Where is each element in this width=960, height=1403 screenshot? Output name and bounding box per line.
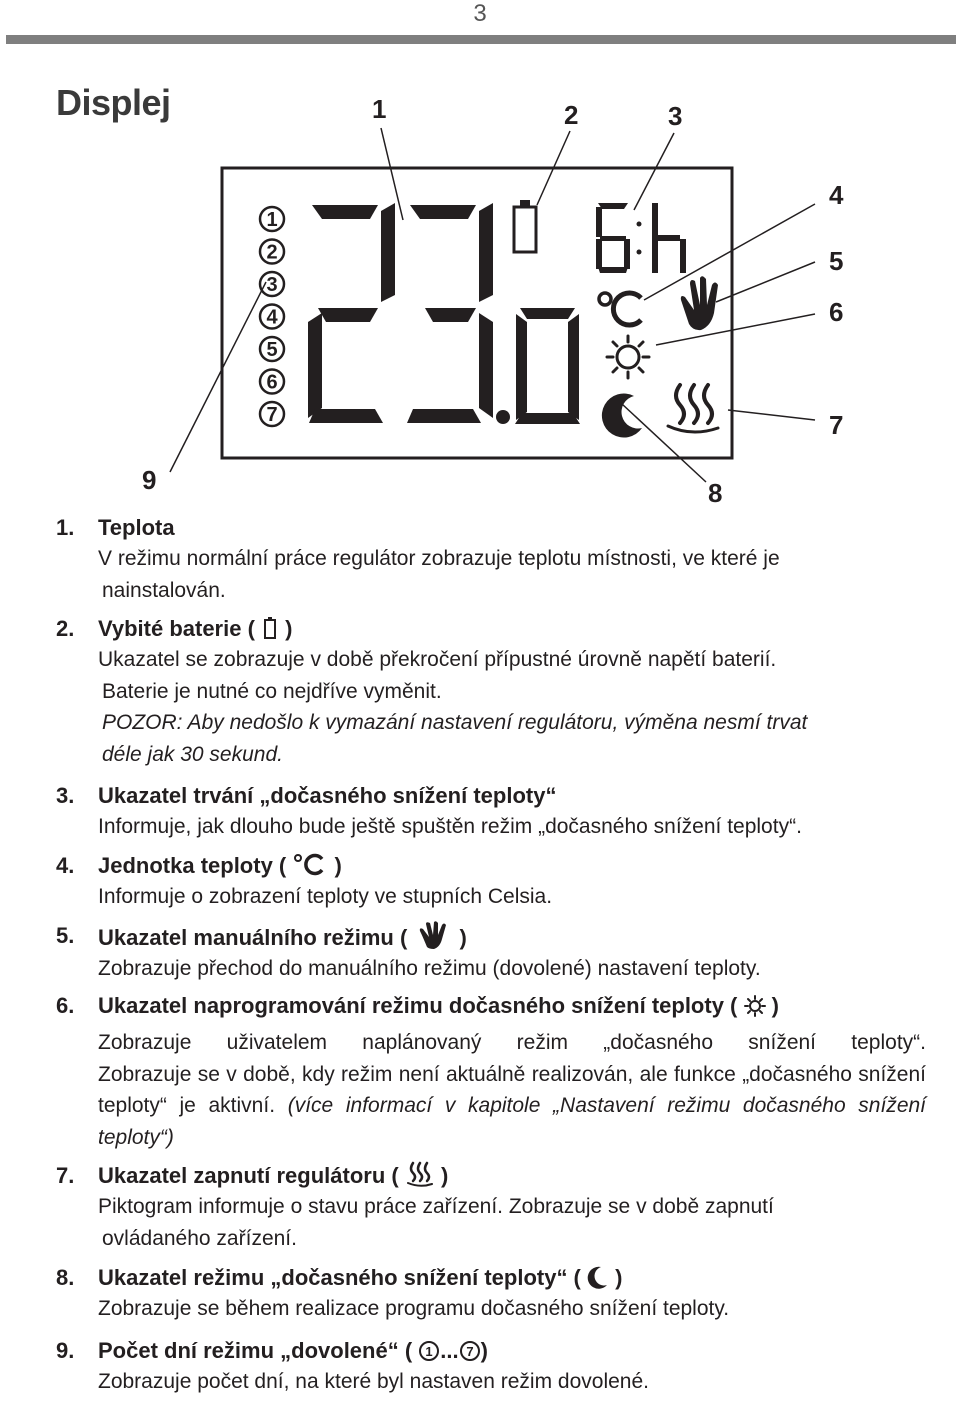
day-indicators	[260, 207, 284, 426]
callout-8: 8	[708, 478, 723, 508]
hand-icon	[681, 276, 718, 330]
timer-display	[596, 203, 686, 273]
celsius-icon	[599, 293, 641, 325]
list-item-1: 1. Teplota V režimu normální práce regulátor zobrazuje teplotu místnosti, ve které je nainstalován.	[56, 515, 780, 602]
svg-text:7: 7	[466, 1344, 474, 1359]
heating-icon	[405, 1161, 435, 1187]
hand-icon	[413, 921, 453, 949]
moon-icon	[587, 1265, 609, 1289]
lcd-display-diagram	[0, 0, 960, 510]
day-indicator-label: 4	[266, 306, 278, 329]
callout-4: 4	[829, 180, 844, 210]
sun-icon	[607, 336, 649, 378]
callout-7: 7	[829, 410, 844, 440]
day-indicator-label: 5	[266, 339, 278, 361]
day-indicator-label: 7	[266, 404, 278, 426]
temperature-digit-tens	[308, 203, 395, 423]
page-number: 3	[473, 0, 487, 27]
list-item-7: 7. Ukazatel zapnutí regulátoru ( ) Piktogram informuje o stavu práce zařízení. Zobrazuje se v době zapnutí ovládaného zařízení.	[56, 1163, 774, 1250]
celsius-icon	[292, 851, 328, 877]
list-item-9: 9. Počet dní režimu „dovolené“ ( 1 ... 7 ) Zobrazuje počet dní, na které byl nastaven režim dovolené.	[56, 1338, 649, 1393]
callout-6: 6	[829, 297, 844, 327]
temperature-digit-units	[407, 203, 493, 423]
day-indicator-label: 2	[266, 241, 278, 264]
battery-icon	[261, 616, 279, 640]
moon-icon	[602, 394, 642, 438]
svg-text:1: 1	[425, 1344, 433, 1359]
temperature-digit-decimal	[515, 308, 580, 424]
callout-5: 5	[829, 246, 844, 276]
day-indicator-label: 3	[266, 274, 278, 296]
list-item-2: 2. Vybité baterie ( ) Ukazatel se zobrazuje v době překročení přípustné úrovně napětí baterií. Baterie je nutné co nejdříve vyměnit. POZOR: Aby nedošlo k vymazání nastavení regulátoru, výměna nesmí trvat déle jak 30 sekund.	[56, 616, 808, 766]
heating-icon	[668, 385, 718, 432]
day-7-icon	[459, 1340, 481, 1362]
decimal-point	[496, 410, 510, 424]
list-item-4: 4. Jednotka teploty ( ) Informuje o zobrazení teploty ve stupních Celsia.	[56, 853, 553, 908]
day-indicator-label: 6	[266, 371, 278, 394]
item-title: Teplota	[98, 515, 175, 540]
sun-icon	[744, 995, 766, 1017]
list-item-5: 5. Ukazatel manuálního režimu ( ) Zobrazuje přechod do manuálního režimu (dovolené) nastavení teploty.	[56, 923, 761, 980]
list-item-3: 3. Ukazatel trvání „dočasného snížení teploty“ Informuje, jak dlouho bude ještě spuštěn režim „dočasného snížení teploty“.	[56, 783, 802, 838]
page-title: Displej	[56, 82, 171, 123]
day-indicator-label: 1	[266, 209, 278, 231]
callout-2: 2	[564, 100, 579, 130]
callout-3: 3	[668, 101, 683, 131]
list-item-6: 6. Ukazatel naprogramování režimu dočasného snížení teploty ( ) Zobrazuje uživatelem naplánovaný režim „dočasného snížení teploty“. Zobrazuje se v době, kdy režim není aktuálně realizován, ale funkce „dočasného snížení teploty“ je aktivní. (více informací v kapitole „Nastavení režimu dočasného snížení teploty“)	[56, 993, 927, 1149]
battery-icon	[514, 200, 536, 252]
day-1-icon	[418, 1340, 440, 1362]
callout-9: 9	[142, 465, 157, 495]
list-item-8: 8. Ukazatel režimu „dočasného snížení teploty“ ( ) Zobrazuje se během realizace programu dočasného snížení teploty.	[56, 1265, 730, 1320]
callout-1: 1	[372, 94, 387, 124]
